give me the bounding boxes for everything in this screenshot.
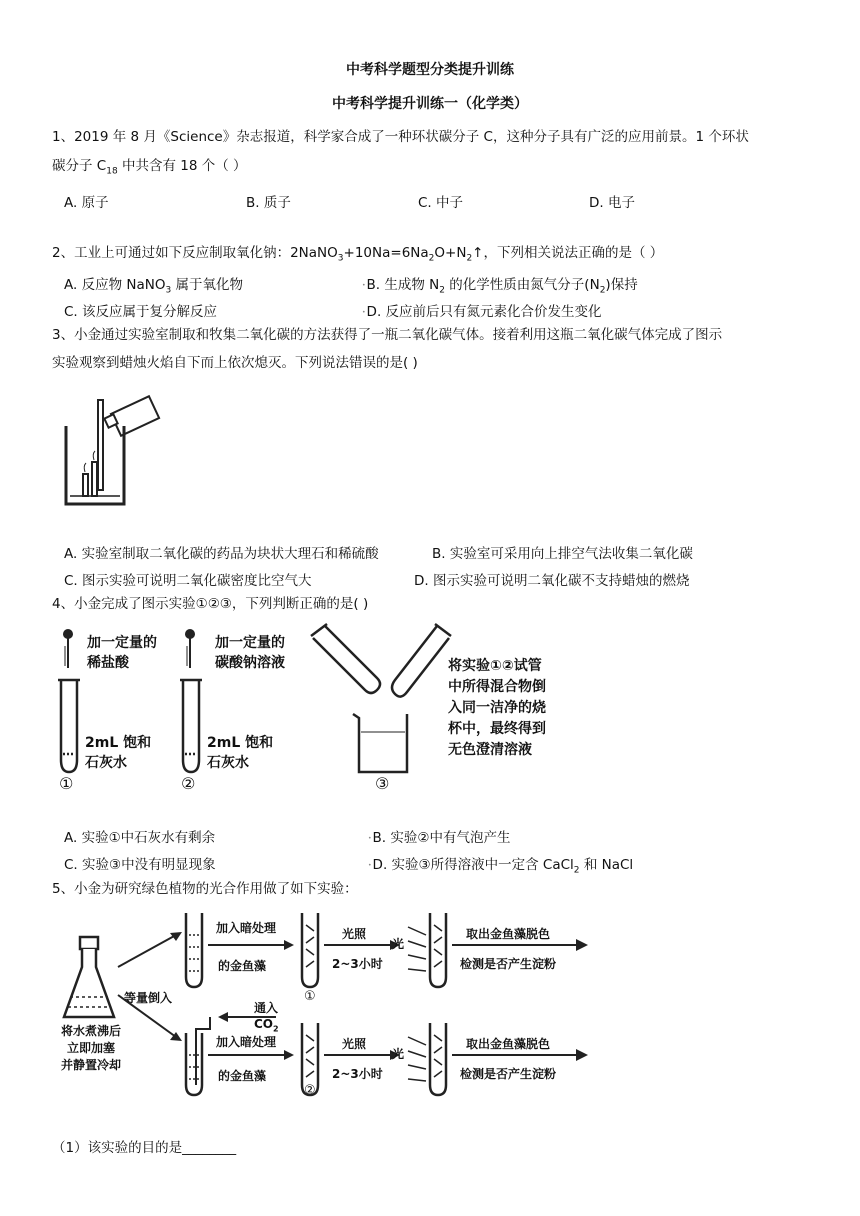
take-out-label-top: 取出金鱼藻脱色 [466,927,551,941]
test-tube-icon [186,913,202,987]
tube-label-2: 2mL 饱和 [207,735,274,751]
add-label-bottom: 加入暗处理 [216,1035,277,1049]
q4-option-c: C. 实验③中没有明显现象 [64,857,216,873]
q4-option-b: •B. 实验②中有气泡产生 [368,830,511,846]
light-arrows-icon [408,1037,426,1081]
co2-formula: $CO_2$ [254,1017,279,1034]
plant-tube-icon [302,913,318,987]
light-label-top: 光照 [342,927,367,941]
test-tube-icon [58,680,80,772]
tube-number-1: ① [304,989,316,1004]
q3-option-b: B. 实验室可采用向上排空气法收集二氧化碳 [432,546,693,562]
q2-option-a: A. 反应物 NaNO$_3$ 属于氧化物 [64,277,243,296]
q1-option-d: D. 电子 [589,195,635,211]
test-tube-icon [186,1033,202,1095]
dropper-label-1b: 稀盐酸 [87,655,129,671]
light-word-top: 光 [392,937,405,951]
q5-figure [58,905,598,1100]
q4-option-d: •D. 实验③所得溶液中一定含 CaCl$_2$ 和 NaCl [368,857,634,876]
add-label-bottom-2: 的金鱼藻 [218,1069,267,1083]
tube-number-2: ② [304,1083,316,1098]
tilted-test-tube-icon [392,624,451,697]
q2-option-b: •B. 生成物 $N_2$ 的化学性质由氮气分子$(N_2)$保持 [362,277,638,296]
q3-option-d: D. 图示实验可说明二氧化碳不支持蜡烛的燃烧 [414,573,690,589]
q2-option-c: C. 该反应属于复分解反应 [64,304,218,320]
experiment-3-description: 将实验①②试管 中所得混合物倒 入同一洁净的烧 杯中，最终得到 无色澄清溶液 [448,658,546,758]
experiment-number-1: ① [59,774,74,793]
gas-bottle-icon [104,396,159,436]
light-duration-bottom: 2~3小时 [332,1067,383,1081]
divider-icon [98,400,103,490]
q5-stem: 5、小金为研究绿色植物的光合作用做了如下实验： [52,881,358,897]
dropper-icon [64,630,72,668]
q4-stem: 4、小金完成了图示实验①②③，下列判断正确的是( ) [52,596,369,612]
q2-stem: 2、工业上可通过如下反应制取氧化钠：$2NaNO_3+10Na=6Na_2O+N_2↑$，下列相关说法正确的是（ ） [52,245,664,264]
q3-figure-beaker-candles [62,386,172,516]
dropper-label-2b: 碳酸钠溶液 [215,655,285,671]
plant-tube-icon [430,1023,446,1095]
flask-caption: 将水煮沸后 立即加塞 并静置冷却 [60,1024,121,1072]
q3-stem-line1: 3、小金通过实验室制取和牧集二氧化碳的方法获得了一瓶二氧化碳气体。接着利用这瓶二氧化碳气体完成了图示 [52,327,723,343]
experiment-number-2: ② [181,774,196,793]
light-label-bottom: 光照 [342,1037,367,1051]
q1-option-c: C. 中子 [418,195,464,211]
doc-subtitle: 中考科学提升训练一（化学类） [332,96,528,112]
q3-option-a: A. 实验室制取二氧化碳的药品为块状大理石和稀硫酸 [64,546,379,562]
dropper-label-1: 加一定量的 [87,635,157,651]
add-label-top: 加入暗处理 [216,921,277,935]
doc-title: 中考科学题型分类提升训练 [346,62,514,78]
q1-stem-line1: 1、2019 年 8 月《Science》杂志报道，科学家合成了一种环状碳分子 C，这种分子具有广泛的应用前景。1 个环状 [52,129,749,145]
beaker-icon [353,714,407,772]
q3-stem-line2: 实验观察到蜡烛火焰自下而上依次熄灭。下列说法错误的是( ) [52,355,418,371]
experiment-number-3: ③ [375,774,390,793]
pour-label: 等量倒入 [124,991,173,1005]
detect-label-bottom: 检测是否产生淀粉 [460,1067,557,1081]
dropper-icon [186,630,194,668]
light-arrows-icon [408,927,426,971]
test-tube-icon [180,680,202,772]
q4-figure [55,622,595,802]
tube-label-1: 2mL 饱和 [85,735,152,751]
tube-label-1b: 石灰水 [85,755,127,771]
q5-sub-question-1: （1）该实验的目的是________ [52,1140,237,1156]
dropper-label-2: 加一定量的 [215,635,285,651]
light-duration-top: 2~3小时 [332,957,383,971]
q4-option-a: A. 实验①中石灰水有剩余 [64,830,216,846]
q3-option-c: C. 图示实验可说明二氧化碳密度比空气大 [64,573,312,589]
tilted-test-tube-icon [311,624,380,693]
flask-icon [64,937,114,1017]
plant-tube-icon [430,913,446,987]
q1-stem-line2: 碳分子 $C_{18}$ 中共含有 18 个（ ） [52,158,247,177]
q1-option-a: A. 原子 [64,195,109,211]
take-out-label-bottom: 取出金鱼藻脱色 [466,1037,551,1051]
tube-label-2b: 石灰水 [207,755,249,771]
add-label-top-2: 的金鱼藻 [218,959,267,973]
q1-option-b: B. 质子 [246,195,291,211]
candle-icon [83,462,97,496]
q2-option-d: •D. 反应前后只有氮元素化合价发生变化 [362,304,602,320]
light-word-bottom: 光 [392,1047,405,1061]
detect-label-top: 检测是否产生淀粉 [460,957,557,971]
co2-label: 通入 [254,1001,279,1015]
